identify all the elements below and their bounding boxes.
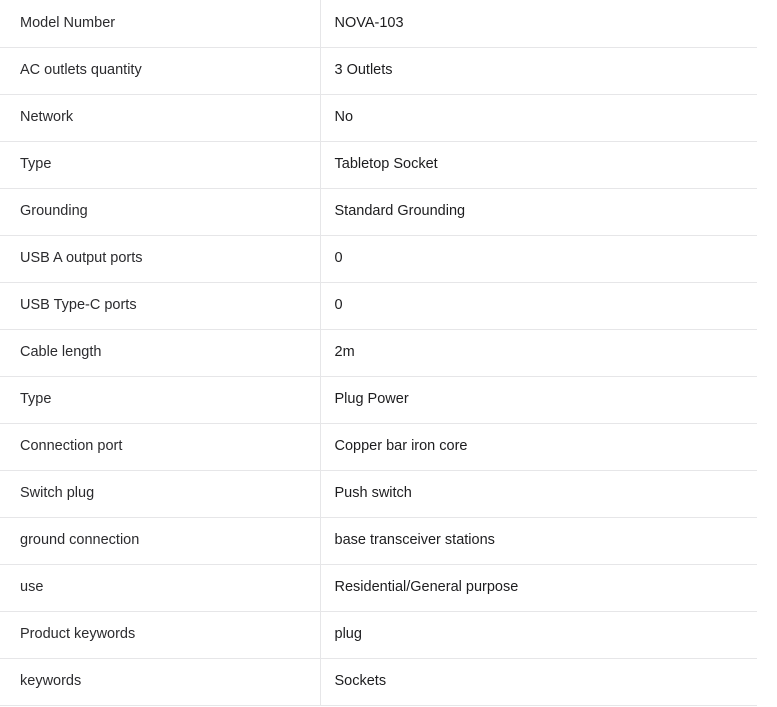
spec-value: plug	[320, 611, 757, 658]
table-row	[0, 658, 757, 705]
spec-value: base transceiver stations	[320, 517, 757, 564]
table-row	[0, 376, 757, 423]
spec-label: Switch plug	[0, 470, 320, 517]
spec-label: use	[0, 564, 320, 611]
table-row	[0, 282, 757, 329]
spec-label: Network	[0, 94, 320, 141]
spec-label: AC outlets quantity	[0, 47, 320, 94]
spec-label: USB A output ports	[0, 235, 320, 282]
spec-value: No	[320, 94, 757, 141]
table-row	[0, 141, 757, 188]
spec-label: ground connection	[0, 517, 320, 564]
spec-value: 2m	[320, 329, 757, 376]
spec-value: 3 Outlets	[320, 47, 757, 94]
table-row	[0, 188, 757, 235]
spec-label: Model Number	[0, 0, 320, 47]
table-row	[0, 47, 757, 94]
table-row	[0, 564, 757, 611]
table-row	[0, 94, 757, 141]
table-row	[0, 329, 757, 376]
table-row	[0, 517, 757, 564]
table-row	[0, 423, 757, 470]
table-row	[0, 611, 757, 658]
spec-value: Sockets	[320, 658, 757, 705]
spec-label: Product keywords	[0, 611, 320, 658]
spec-value: 0	[320, 282, 757, 329]
spec-value: Residential/General purpose	[320, 564, 757, 611]
spec-label: Connection port	[0, 423, 320, 470]
spec-value: Copper bar iron core	[320, 423, 757, 470]
spec-label: Type	[0, 141, 320, 188]
spec-label: keywords	[0, 658, 320, 705]
spec-label: Type	[0, 376, 320, 423]
spec-value: Standard Grounding	[320, 188, 757, 235]
table-row	[0, 470, 757, 517]
spec-value: NOVA-103	[320, 0, 757, 47]
table-row	[0, 235, 757, 282]
spec-label: USB Type-C ports	[0, 282, 320, 329]
spec-value: 0	[320, 235, 757, 282]
spec-label: Grounding	[0, 188, 320, 235]
spec-value: Tabletop Socket	[320, 141, 757, 188]
spec-value: Push switch	[320, 470, 757, 517]
spec-label: Cable length	[0, 329, 320, 376]
spec-value: Plug Power	[320, 376, 757, 423]
table-row	[0, 0, 757, 47]
